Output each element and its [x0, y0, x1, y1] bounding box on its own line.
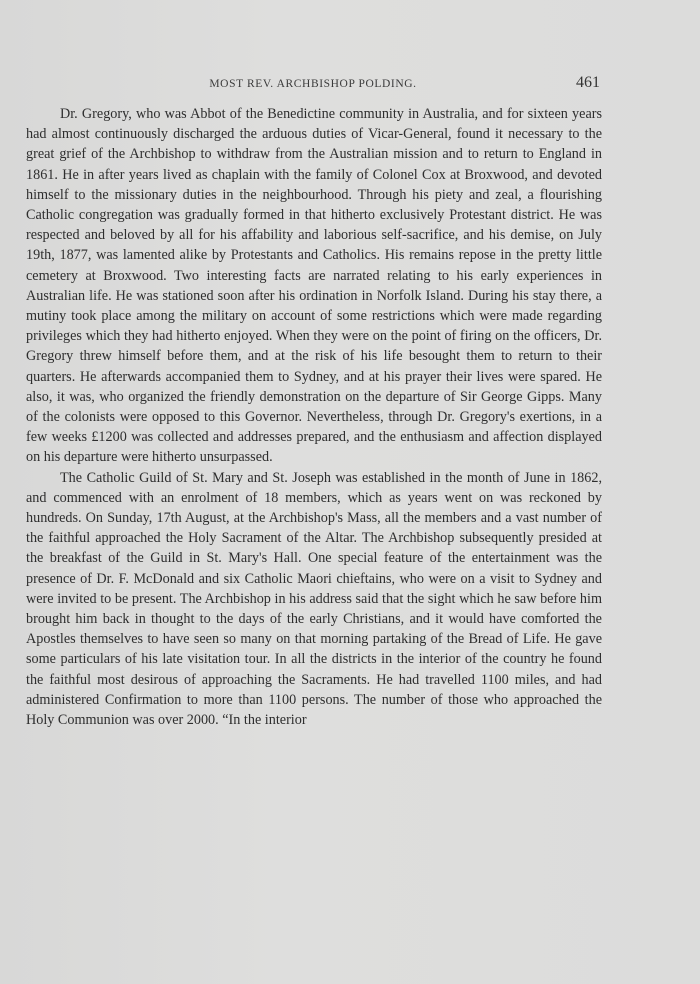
running-title: MOST REV. ARCHBISHOP POLDING.: [209, 78, 417, 90]
running-head: [26, 74, 600, 96]
paragraph-guild: The Catholic Guild of St. Mary and St. Joseph was established in the month of June in 1862, and commenced with an enrolment of 18 members, which as years went on was reckoned by hundreds. On Sunday, 17th August, at the Archbishop's Mass, all the members and a vast number of the faithful approached the Holy Sacrament of the Altar. The Archbishop subsequently presided at the breakfast of the Guild in St. Mary's Hall. One special feature of the entertainment was the presence of Dr. F. McDonald and six Catholic Maori chieftains, who were on a visit to Sydney and were invited to be present. The Archbishop in his address said that the sight which he saw before him brought him back in thought to the days of the early Christians, and it would have comforted the Apostles themselves to have seen so many on that morning partaking of the Bread of Life. He gave some particulars of his late visitation tour. In all the districts in the interior of the country he found the faithful most desirous of approaching the Sacraments. He had travelled 1100 miles, and had administered Confirmation to more than 1100 persons. The number of those who approached the Holy Communion was over 2000. “In the interior: [26, 469, 602, 729]
paragraph-gregory: Dr. Gregory, who was Abbot of the Benedictine community in Australia, and for sixteen years had almost continuously discharged the arduous duties of Vicar-General, found it necessary to the great grief of the Archbishop to withdraw from the Australian mission and to return to England in 1861. He in after years lived as chaplain with the family of Colonel Cox at Broxwood, and devoted himself to the missionary duties in the neighbourhood. Through his piety and zeal, a flourishing Catholic congregation was gradually formed in that hitherto exclusively Protestant district. He was respected and beloved by all for his affability and laborious self-sacrifice, and his demise, on July 19th, 1877, was lamented alike by Protestants and Catholics. His remains repose in the pretty little cemetery at Broxwood. Two interesting facts are narrated relating to his early experiences in Australian life. He was stationed soon after his ordination in Norfolk Island. During his stay there, a mutiny took place among the military on account of some restrictions which were made regarding privileges which they had hitherto enjoyed. When they were on the point of firing on the officers, Dr. Gregory threw himself before them, and at the risk of his life besought them to return to their quarters. He afterwards accompanied them to Sydney, and at his prayer their lives were spared. He also, it was, who organized the friendly demonstration on the departure of Sir George Gipps. Many of the colonists were opposed to this Governor. Nevertheless, through Dr. Gregory's exertions, in a few weeks £1200 was collected and addresses prepared, and the enthusiasm and affection displayed on his departure were hitherto unsurpassed.: [26, 106, 602, 466]
body-text: [26, 104, 602, 730]
page-number: 461: [576, 74, 600, 91]
